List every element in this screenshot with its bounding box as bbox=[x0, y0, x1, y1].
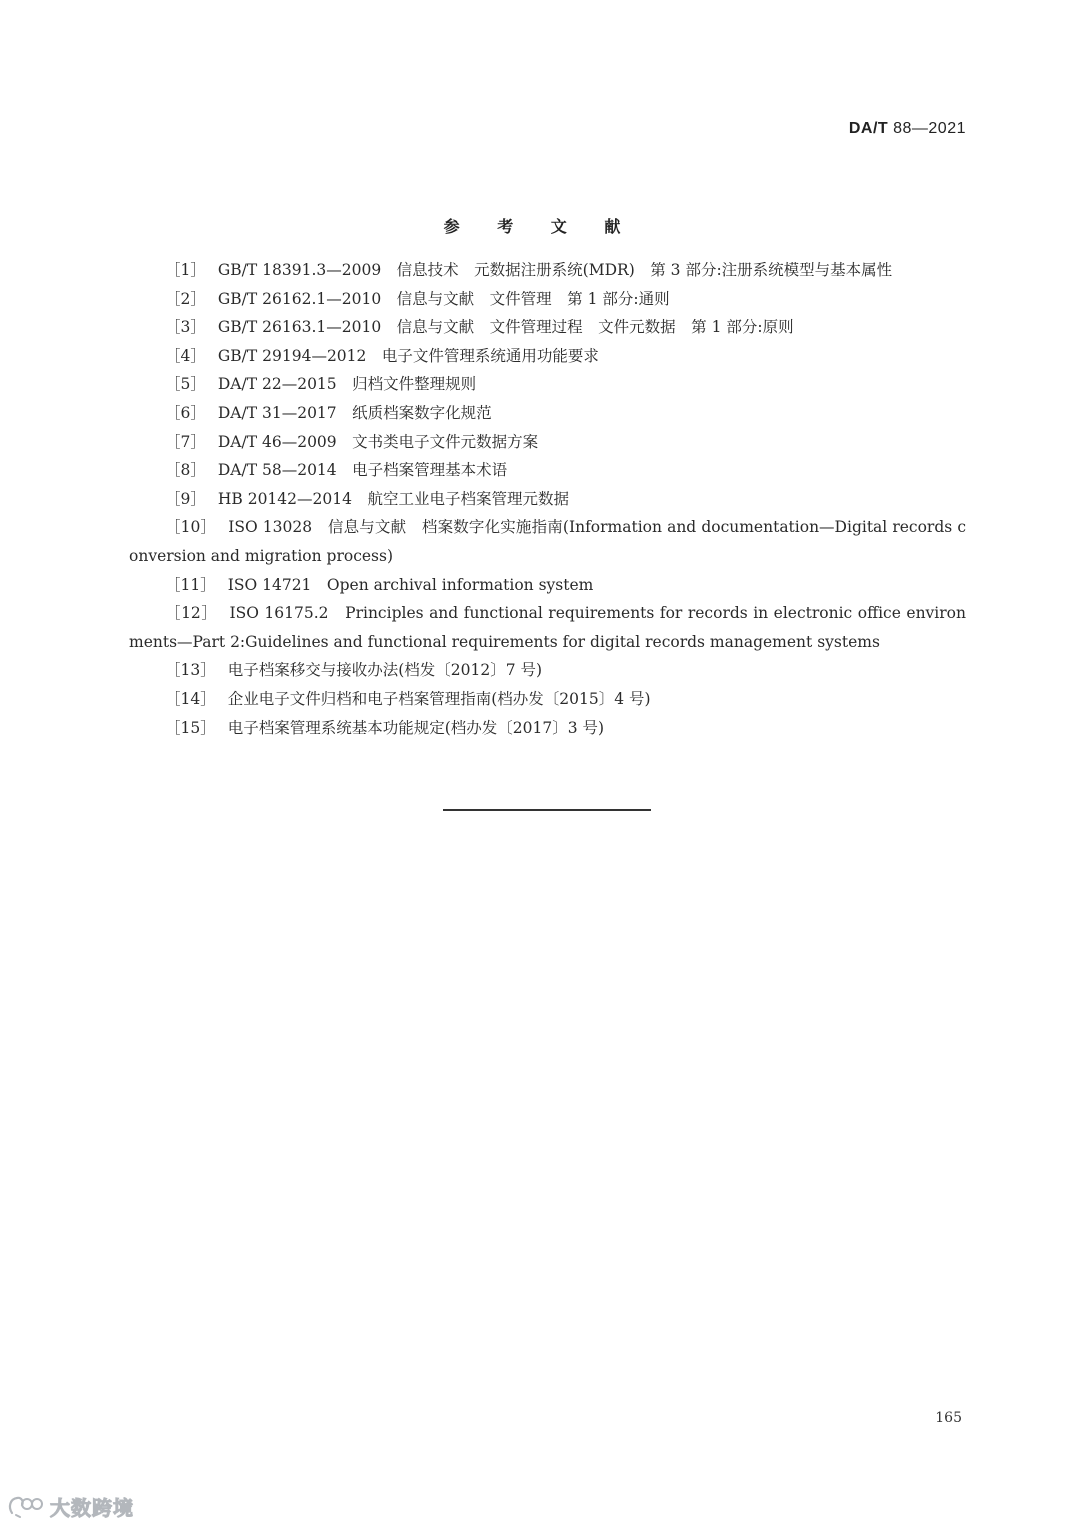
reference-number: ［14］ bbox=[165, 689, 216, 708]
reference-number: ［11］ bbox=[165, 575, 216, 594]
reference-item bbox=[129, 399, 966, 428]
reference-item bbox=[129, 428, 966, 457]
reference-item bbox=[129, 285, 966, 314]
watermark-text: 大数跨境 bbox=[50, 1496, 134, 1520]
reference-number: ［1］ bbox=[165, 261, 206, 279]
reference-number: ［6］ bbox=[165, 403, 206, 422]
reference-item bbox=[129, 513, 966, 570]
watermark bbox=[6, 1492, 134, 1521]
reference-text: ISO 14721 Open archival information system bbox=[227, 575, 594, 594]
reference-number: ［2］ bbox=[165, 289, 206, 308]
reference-text: 电子档案移交与接收办法(档发〔2012〕7 号) bbox=[227, 661, 543, 680]
reference-text: DA/T 46—2009 文书类电子文件元数据方案 bbox=[217, 432, 539, 451]
reference-item bbox=[129, 685, 966, 714]
reference-text: ISO 16175.2 Principles and functional requirements for records in electronic office environments—Part 2:Guidelines and functional requirements for digital records management systems bbox=[129, 604, 966, 651]
reference-item bbox=[129, 571, 966, 600]
reference-item bbox=[129, 342, 966, 371]
page-number: 165 bbox=[935, 1410, 962, 1426]
standard-prefix: DA/T bbox=[848, 120, 889, 137]
reference-number: ［13］ bbox=[165, 661, 216, 680]
standard-number bbox=[849, 120, 966, 138]
end-rule bbox=[443, 809, 651, 811]
brand-logo-icon bbox=[6, 1493, 46, 1521]
reference-text: GB/T 26163.1—2010 信息与文献 文件管理过程 文件元数据 第 1 部分:原则 bbox=[217, 318, 794, 337]
reference-list bbox=[129, 256, 966, 742]
reference-item bbox=[129, 485, 966, 514]
reference-number: ［8］ bbox=[165, 461, 206, 480]
reference-text: 企业电子文件归档和电子档案管理指南(档办发〔2015〕4 号) bbox=[227, 689, 651, 708]
reference-item bbox=[129, 714, 966, 743]
section-title: 参 考 文 献 bbox=[443, 217, 637, 236]
reference-item bbox=[129, 313, 966, 342]
reference-number: ［10］ bbox=[165, 518, 217, 537]
reference-text: DA/T 31—2017 纸质档案数字化规范 bbox=[217, 403, 492, 422]
reference-number: ［3］ bbox=[165, 318, 206, 337]
reference-number: ［7］ bbox=[165, 432, 206, 451]
reference-text: DA/T 22—2015 归档文件整理规则 bbox=[217, 375, 477, 394]
reference-number: ［5］ bbox=[165, 375, 206, 394]
reference-text: 电子档案管理系统基本功能规定(档办发〔2017〕3 号) bbox=[227, 718, 605, 737]
reference-text: HB 20142—2014 航空工业电子档案管理元数据 bbox=[217, 489, 569, 508]
reference-text: DA/T 58—2014 电子档案管理基本术语 bbox=[217, 461, 508, 480]
reference-item bbox=[129, 370, 966, 399]
reference-text: ISO 13028 信息与文献 档案数字化实施指南(Information and documentation—Digital records conversion and migration process) bbox=[129, 518, 966, 565]
reference-text: GB/T 18391.3—2009 信息技术 元数据注册系统(MDR) 第 3 部分:注册系统模型与基本属性 bbox=[217, 261, 893, 279]
standard-year: 88—2021 bbox=[893, 120, 966, 137]
reference-number: ［12］ bbox=[165, 604, 218, 623]
reference-item bbox=[129, 656, 966, 685]
reference-number: ［15］ bbox=[165, 718, 216, 737]
reference-text: GB/T 29194—2012 电子文件管理系统通用功能要求 bbox=[217, 346, 599, 365]
reference-text: GB/T 26162.1—2010 信息与文献 文件管理 第 1 部分:通则 bbox=[217, 289, 670, 308]
reference-item bbox=[129, 456, 966, 485]
reference-number: ［4］ bbox=[165, 346, 206, 365]
reference-item bbox=[129, 599, 966, 656]
reference-number: ［9］ bbox=[165, 489, 206, 508]
reference-item bbox=[129, 256, 966, 285]
